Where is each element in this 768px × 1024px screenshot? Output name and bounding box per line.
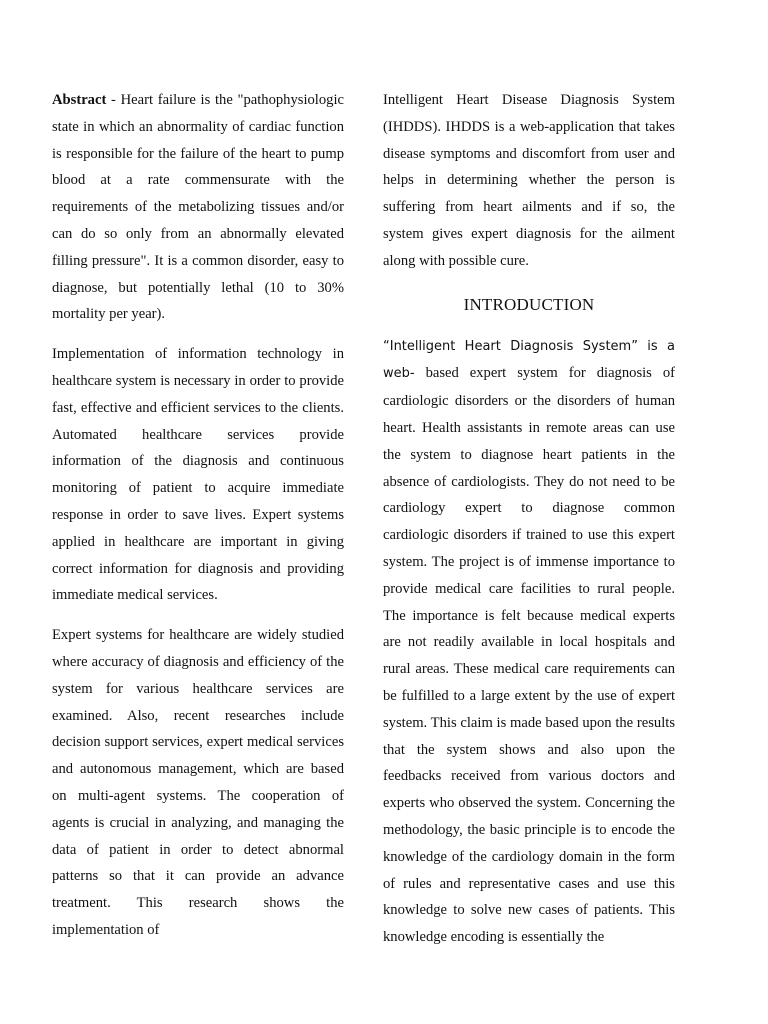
abstract-text: - Heart failure is the "pathophysiologic state in which an abnormality of cardiac function is responsible for the failure of the heart to pump blood at a rate commensurate with the requirements of the metabolizing tissues and/or can do so only from an abnormally elevated filling pressure". It is a common disorder, easy to diagnose, but potentially lethal (10 to 30% mortality per year).: [52, 92, 344, 323]
left-column: [52, 87, 344, 957]
introduction-paragraph: [383, 333, 675, 951]
body-paragraph-implementation: Implementation of information technology in healthcare system is necessary in order to provide fast, effective and efficient services to the clients. Automated healthcare services provide information of the diagnosis and continuous monitoring of patient to acquire immediate response in order to save lives. Expert systems applied in healthcare are important in giving correct information for diagnosis and providing immediate medical services.: [52, 346, 344, 604]
abstract-paragraph: [52, 87, 344, 328]
body-paragraph-expert-systems: Expert systems for healthcare are widely studied where accuracy of diagnosis and efficiency of the system for various healthcare services are examined. Also, recent researches include decision support services, expert medical services and autonomous management, which are based on multi-agent systems. The cooperation of agents is crucial in analyzing, and managing the data of patient in order to detect abnormal patterns so that it can provide an advance treatment. This research shows the implementation of: [52, 627, 344, 938]
introduction-text: based expert system for diagnosis of cardiologic disorders or the disorders of human heart. Health assistants in remote areas can use the system to diagnose heart patients in the absence of cardiologists. They do not need to be cardiology expert to diagnose common cardiologic disorders if trained to use this expert system. The project is of immense importance to provide medical care facilities to rural people. The importance is felt because medical experts are not readily available in local hospitals and rural areas. These medical care requirements can be fulfilled to a large extent by the use of expert system. This claim is made based upon the results that the system shows and also upon the feedbacks received from various doctors and experts who observed the system. Concerning the methodology, the basic principle is to encode the knowledge of the cardiology domain in the form of rules and representative cases and use this knowledge to solve new cases of patients. This knowledge encoding is essentially the: [383, 365, 675, 946]
section-heading-introduction: INTRODUCTION: [463, 294, 595, 314]
abstract-label: Abstract: [52, 92, 107, 108]
introduction-opening: “Intelligent Heart Diagnosis System” is a web-: [383, 338, 675, 382]
body-paragraph-ihdds: Intelligent Heart Disease Diagnosis System (IHDDS). IHDDS is a web-application that takes disease symptoms and discomfort from user and helps in determining whether the person is suffering from heart ailments and if so, the system gives expert diagnosis for the ailment along with possible cure.: [383, 92, 675, 269]
right-column: [383, 87, 675, 964]
